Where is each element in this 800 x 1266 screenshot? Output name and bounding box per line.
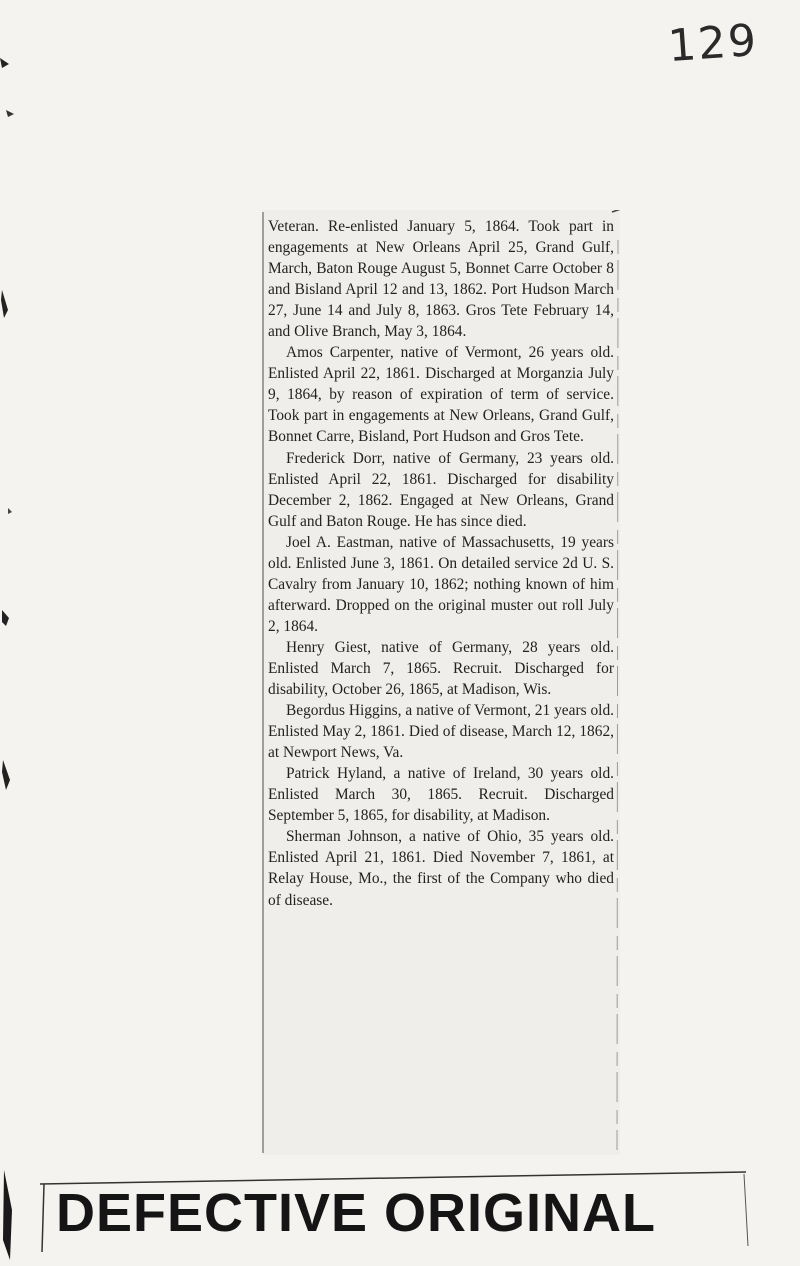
stamp-label: DEFECTIVE ORIGINAL bbox=[56, 1183, 657, 1243]
binding-edge-marks bbox=[0, 0, 30, 1266]
page-number: 129 bbox=[666, 14, 760, 73]
paragraph-patrick-hyland: Patrick Hyland, a native of Ireland, 30 years old. Enlisted March 30, 1865. Recruit. Discharged September 5, 1865, for disability, at Madison. bbox=[268, 765, 614, 825]
paragraph-sherman-johnson: Sherman Johnson, a native of Ohio, 35 years old. Enlisted April 21, 1861. Died November 7, 1861, at Relay House, Mo., the first of the Company who died of disease. bbox=[268, 828, 614, 909]
paragraph-begordus-higgins: Begordus Higgins, a native of Vermont, 21 years old. Enlisted May 2, 1861. Died of disease, March 12, 1862, at Newport News, Va. bbox=[268, 702, 614, 762]
defective-original-stamp bbox=[38, 1170, 750, 1254]
paragraph-amos-carpenter: Amos Carpenter, native of Vermont, 26 years old. Enlisted April 22, 1861. Discharged at Morganzia July 9, 1864, by reason of expiration of term of service. Took part in engagements at New Orleans, Grand Gulf, Bonnet Carre, Bisland, Port Hudson and Gros Tete. bbox=[268, 344, 614, 446]
paragraph-frederick-dorr: Frederick Dorr, native of Germany, 23 years old. Enlisted April 22, 1861. Discharged for disability December 2, 1862. Engaged at New Orleans, Grand Gulf and Baton Rouge. He has since died. bbox=[268, 449, 614, 530]
newspaper-clipping bbox=[262, 210, 620, 1155]
paragraph-joel-eastman: Joel A. Eastman, native of Massachusetts, 19 years old. Enlisted June 3, 1861. On detailed service 2d U. S. Cavalry from January 10, 1862; nothing known of him afterward. Dropped on the original muster out roll July 2, 1864. bbox=[268, 533, 614, 635]
paragraph-henry-giest: Henry Giest, native of Germany, 28 years old. Enlisted March 7, 1865. Recruit. Discharged for disability, October 26, 1865, at Madison, Wis. bbox=[268, 638, 614, 699]
paragraph-service-record: Veteran. Re-enlisted January 5, 1864. Took part in engagements at New Orleans April 25, Grand Gulf, March, Baton Rouge August 5, Bonnet Carre October 8 and Bisland April 12 and 13, 1862. Port Hudson March 27, June 14 and July 8, 1863. Gros Tete February 14, and Olive Branch, May 3, 1864. bbox=[268, 218, 614, 341]
article-column bbox=[268, 216, 614, 911]
